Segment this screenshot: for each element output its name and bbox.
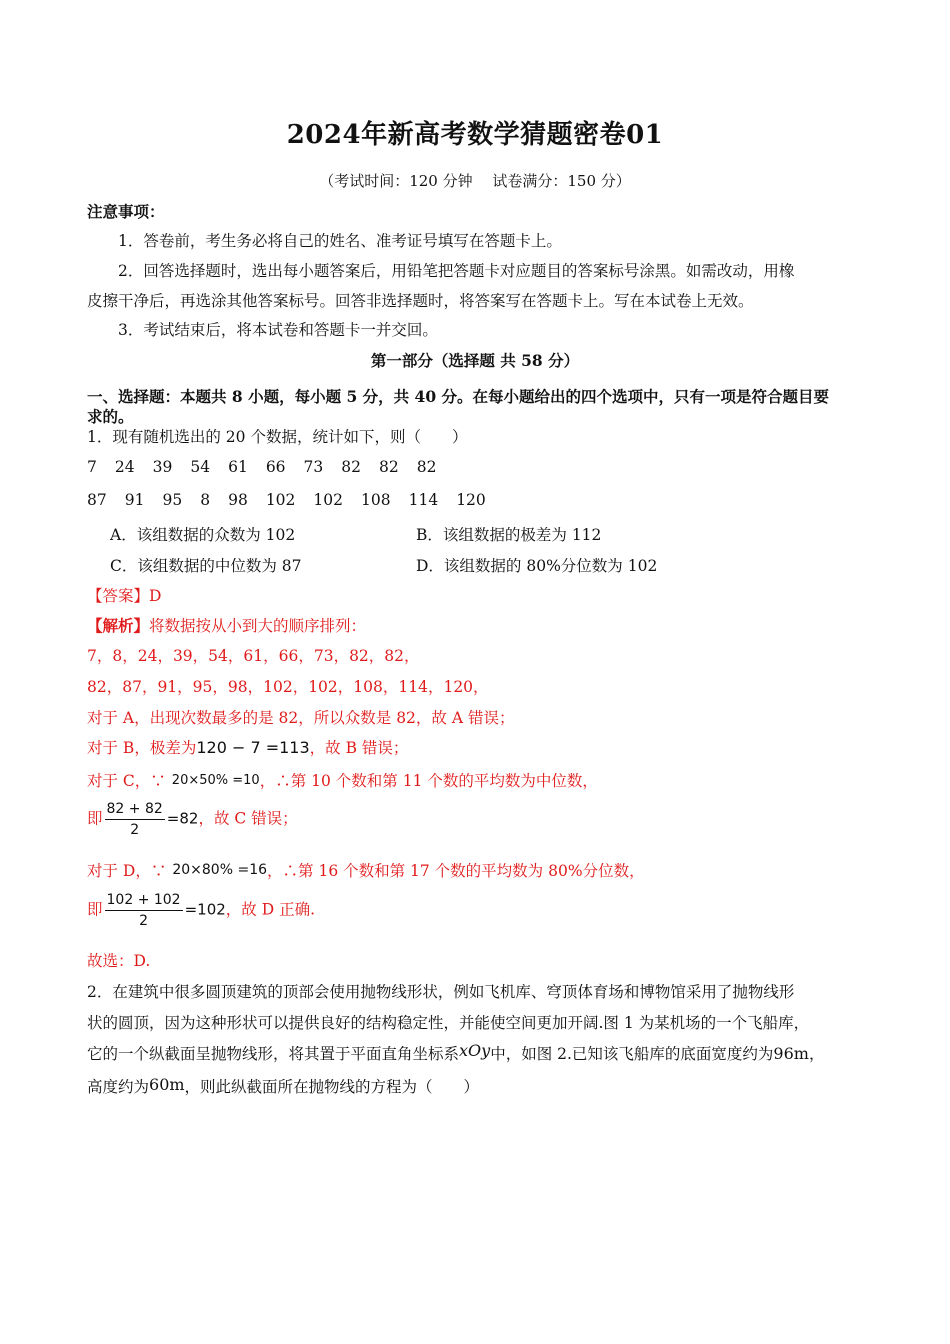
percentile-fraction [105,890,183,931]
data-value: 54 [190,458,211,476]
median-calc-prefix: 即 [87,809,103,828]
notice-item-2-line-2: 皮擦干净后，再选涂其他答案标号。回答非选择题时，将答案写在答题卡上。写在本试卷上无效。 [87,292,754,310]
fraction-numerator: 102 + 102 [105,890,183,911]
base-width-value: 96m [773,1044,809,1063]
analysis-c-prefix: 对于 C，∵ [87,772,166,790]
data-value: 95 [162,491,183,509]
q1-analysis-c [87,769,598,791]
q1-analysis-d [87,859,645,881]
data-value: 39 [152,458,173,476]
data-value: 7 [87,458,97,476]
data-value: 108 [361,491,391,509]
median-fraction [105,799,165,840]
data-value: 73 [303,458,324,476]
notice-item-3: 3．考试结束后，将本试卷和答题卡一并交回。 [118,321,438,339]
q2-stem-line-1: 2．在建筑中很多圆顶建筑的顶部会使用抛物线形状，例如飞机库、穹顶体育场和博物馆采用了抛物线形 [87,983,795,1001]
analysis-c-suffix: ，∴第 10 个数和第 11 个数的平均数为中位数， [259,772,598,790]
q1-analysis-b [87,736,408,758]
q1-sorted-line-1: 7，8，24，39，54，61，66，73，82，82， [87,647,420,665]
q1-data-row-2 [87,491,504,509]
percentile-position-formula: 20×80% =16 [172,862,268,878]
percentile-calc-suffix: ，故 D 正确. [225,900,316,919]
notice-item-1: 1．答卷前，考生务必将自己的姓名、准考证号填写在答题卡上。 [118,232,562,250]
section1-instruction-line-1: 一、选择题：本题共 8 小题，每小题 5 分，共 40 分。在每小题给出的四个选项中，只有一项是符合题目要 [87,387,830,406]
q2-stem-line-4 [87,1075,479,1097]
fraction-numerator: 82 + 82 [105,799,165,820]
data-value: 24 [114,458,135,476]
section1-instruction-line-2: 求的。 [87,407,134,426]
median-result: =82 [166,809,199,828]
data-value: 61 [228,458,248,476]
q2-stem-line-2: 状的圆顶，因为这种形状可以提供良好的结构稳定性，并能使空间更加开阔.图 1 为某机场的一个飞船库， [87,1014,810,1032]
q1-option-a: A．该组数据的众数为 102 [110,526,296,544]
q1-option-b: B．该组数据的极差为 112 [416,526,602,544]
analysis-b-prefix: 对于 B，极差为 [87,739,197,757]
fraction-denominator: 2 [139,913,149,929]
data-value: 66 [265,458,286,476]
data-value: 8 [200,491,211,509]
analysis-d-prefix: 对于 D，∵ [87,862,167,880]
data-value: 102 [313,491,343,509]
q1-sorted-line-2: 82，87，91，95，98，102，102，108，114，120， [87,678,489,696]
q1-median-calc [87,799,298,840]
exam-subtitle: （考试时间：120 分钟 试卷满分：150 分） [319,172,631,190]
data-value: 114 [408,491,439,509]
q1-option-c: C．该组数据的中位数为 87 [110,557,302,575]
range-formula: 120 − 7 =113 [196,738,310,757]
data-value: 102 [265,491,296,509]
q1-analysis-a: 对于 A，出现次数最多的是 82，所以众数是 82，故 A 错误； [87,709,515,727]
percentile-result: =102 [184,900,226,919]
data-value: 82 [416,458,437,476]
percentile-calc-prefix: 即 [87,900,103,919]
part1-heading: 第一部分（选择题 共 58 分） [370,351,580,370]
fraction-denominator: 2 [130,822,140,838]
coordinate-system-label: xOy [459,1041,491,1060]
q1-percentile-calc [87,890,315,931]
median-position-formula: 20×50% =10 [171,773,260,788]
data-value: 98 [228,491,248,509]
median-calc-suffix: ，故 C 错误； [198,809,298,828]
q2-line3-end: ， [808,1045,825,1063]
analysis-label: 【解析】 [87,616,150,635]
q1-analysis [87,614,366,636]
data-value: 82 [341,458,362,476]
analysis-d-suffix: ，∴第 16 个数和第 17 个数的平均数为 80%分位数， [267,862,645,880]
analysis-b-suffix: ，故 B 错误； [309,739,409,757]
q1-answer: 【答案】D [87,587,162,605]
q1-option-d: D．该组数据的 80%分位数为 102 [416,557,658,575]
q2-line3-middle: 中，如图 2.已知该飞船库的底面宽度约为 [490,1045,774,1063]
data-value: 120 [456,491,486,509]
data-value: 82 [379,458,399,476]
notice-item-2-line-1: 2．回答选择题时，选出每小题答案后，用铅笔把答题卡对应题目的答案标号涂黑。如需改动，用橡 [118,262,795,280]
q2-line3-prefix: 它的一个纵截面呈抛物线形，将其置于平面直角坐标系 [87,1045,460,1063]
q2-line4-prefix: 高度约为 [87,1078,150,1096]
q1-stem: 1．现有随机选出的 20 个数据，统计如下，则（ ） [87,428,468,446]
notice-heading: 注意事项： [87,202,165,221]
analysis-text: 将数据按从小到大的顺序排列： [149,617,367,635]
data-value: 91 [124,491,145,509]
q2-line4-suffix: ，则此纵截面所在抛物线的方程为（ ） [184,1078,480,1096]
q2-stem-line-3 [87,1041,824,1064]
exam-title: 2024年新高考数学猜题密卷01 [286,120,664,150]
height-value: 60m [149,1075,185,1094]
q1-final-choice: 故选：D. [87,952,151,970]
data-value: 87 [87,491,107,509]
q1-data-row-1 [87,458,454,476]
